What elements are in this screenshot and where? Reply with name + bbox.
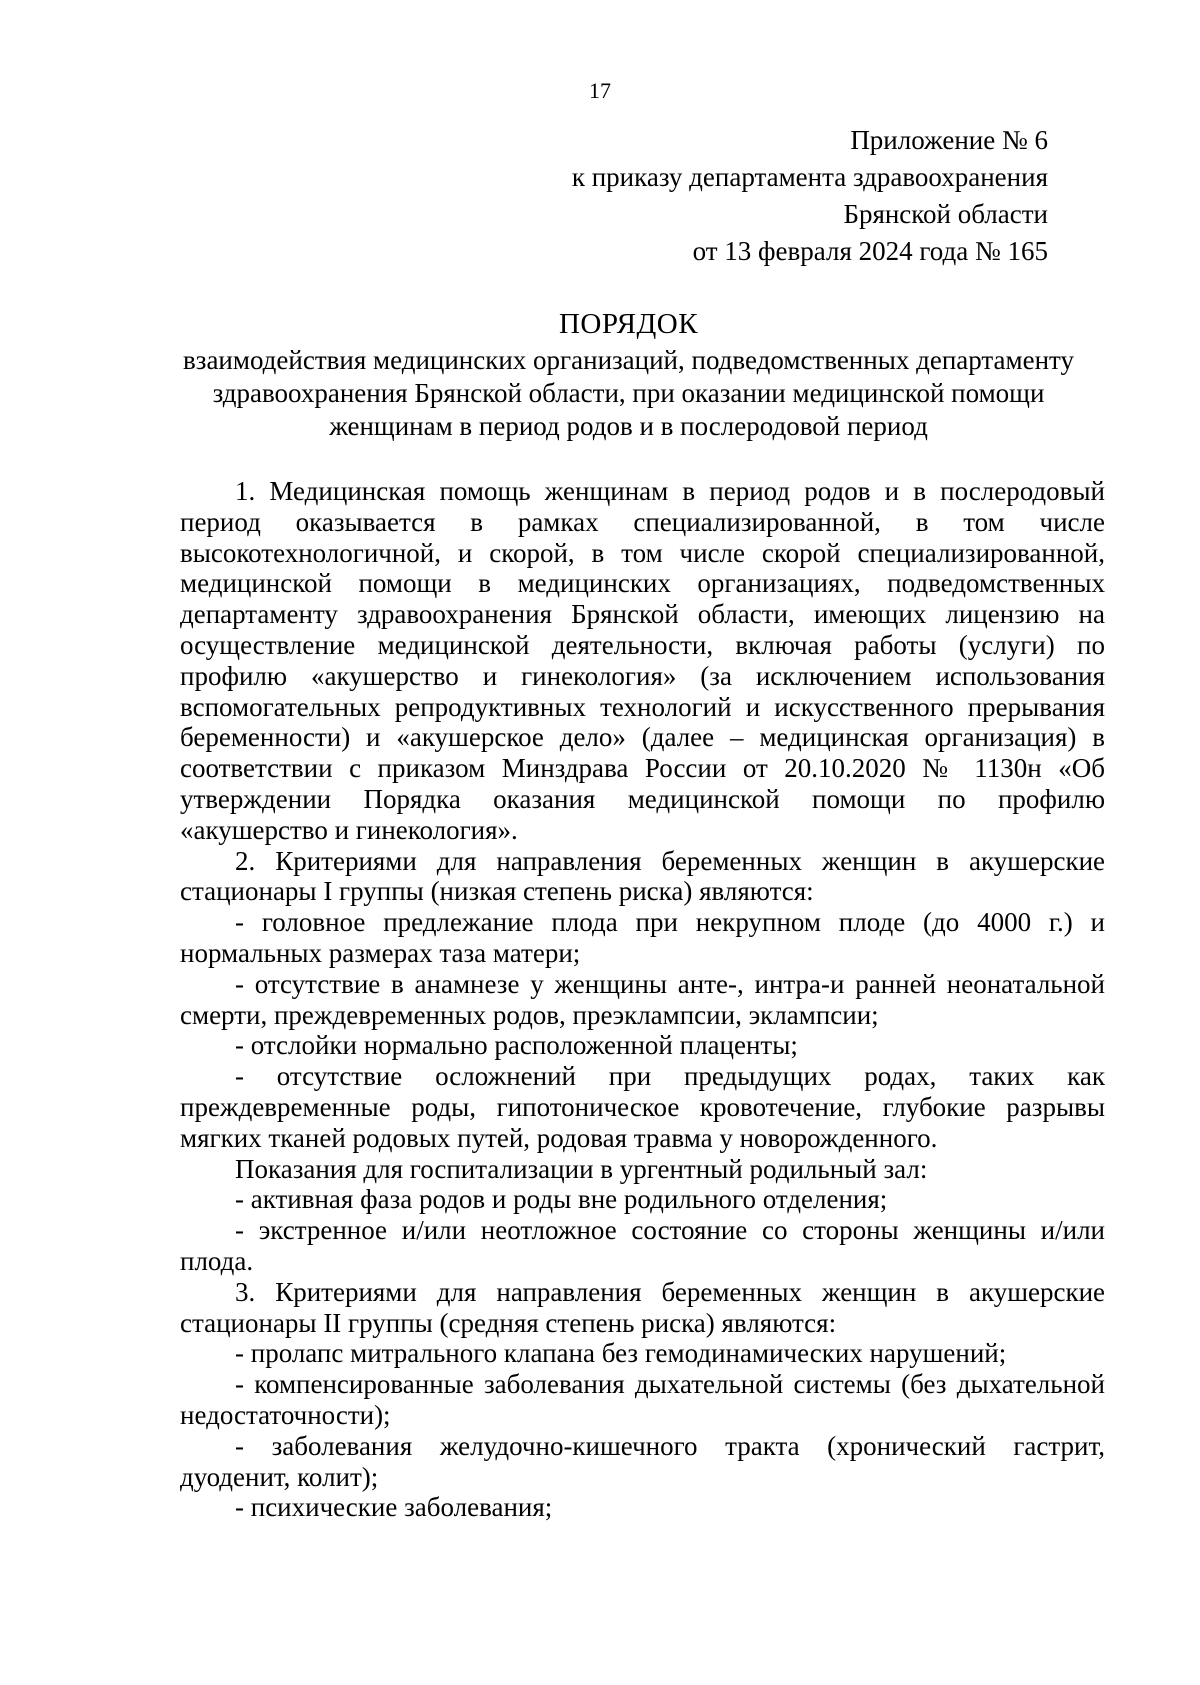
appendix-line: от 13 февраля 2024 года № 165: [692, 236, 1048, 266]
title-line: здравоохранения Брянской области, при оказании медицинской помощи: [212, 378, 1045, 408]
paragraph: - психические заболевания;: [235, 1492, 553, 1523]
title-main: ПОРЯДОК: [558, 308, 699, 340]
paragraph: - заболевания желудочно-кишечного тракта (хронический гастрит, дуоденит, колит);: [180, 1430, 1105, 1492]
paragraph: 2. Критериями для направления беременных женщин в акушерские стационары I группы (низкая степень риска) являются:: [180, 845, 1105, 907]
paragraph: Показания для госпитализации в ургентный родильный зал:: [235, 1153, 928, 1184]
paragraph: - компенсированные заболевания дыхательной системы (без дыхательной недостаточности);: [180, 1369, 1105, 1430]
title-line: женщинам в период родов и в послеродовой период: [329, 411, 928, 441]
paragraph: 3. Критериями для направления беременных женщин в акушерские стационары II группы (средняя степень риска) являются:: [180, 1276, 1105, 1338]
appendix-line: Приложение № 6: [850, 125, 1048, 155]
paragraph: 1. Медицинская помощь женщинам в период родов и в послеродовый период оказывается в рамках специализированной, в том числе высокотехнологичной, и скорой, в том числе скорой специализированной, медицинской помощи в медицинских организациях, подведомственных департаменту здравоохранения Брянской области, имеющих лицензию на осуществление медицинской деятельности, включая работы (услуги) по профилю «акушерство и гинекология» (за исключением использования вспомогательных репродуктивных технологий и искусственного прерывания беременности) и «акушерское дело» (далее – медицинская организация) в соответствии с приказом Минздрава России от 20.10.2020 № 1130н «Об утверждении Порядка оказания медицинской помощи по профилю «акушерство и гинекология».: [180, 476, 1105, 845]
paragraph: - пролапс митрального клапана без гемодинамических нарушений;: [235, 1338, 1007, 1369]
title-subtitle: [152, 344, 1105, 443]
appendix-line: к приказу департамента здравоохранения: [571, 162, 1048, 192]
page-number: 17: [589, 78, 611, 103]
paragraph: - экстренное и/или неотложное состояние со стороны женщины и/или плода.: [180, 1215, 1105, 1276]
appendix-header: [572, 122, 1048, 270]
document-body: [180, 476, 1105, 1523]
paragraph: - головное предлежание плода при некрупном плоде (до 4000 г.) и нормальных размерах таза матери;: [180, 907, 1105, 968]
paragraph: - отсутствие в анамнезе у женщины анте-, интра-и ранней неонатальной смерти, преждевременных родов, преэклампсии, эклампсии;: [180, 968, 1105, 1030]
appendix-line: Брянской области: [843, 199, 1048, 229]
title-line: взаимодействия медицинских организаций, подведомственных департаменту: [183, 345, 1074, 375]
paragraph: - отсутствие осложнений при предыдущих родах, таких как преждевременные роды, гипотоническое кровотечение, глубокие разрывы мягких тканей родовых путей, родовая травма у новорожденного.: [180, 1061, 1105, 1153]
paragraph: - отслойки нормально расположенной плаценты;: [235, 1030, 798, 1061]
paragraph: - активная фаза родов и роды вне родильного отделения;: [235, 1184, 888, 1215]
document-title: [152, 308, 1105, 443]
